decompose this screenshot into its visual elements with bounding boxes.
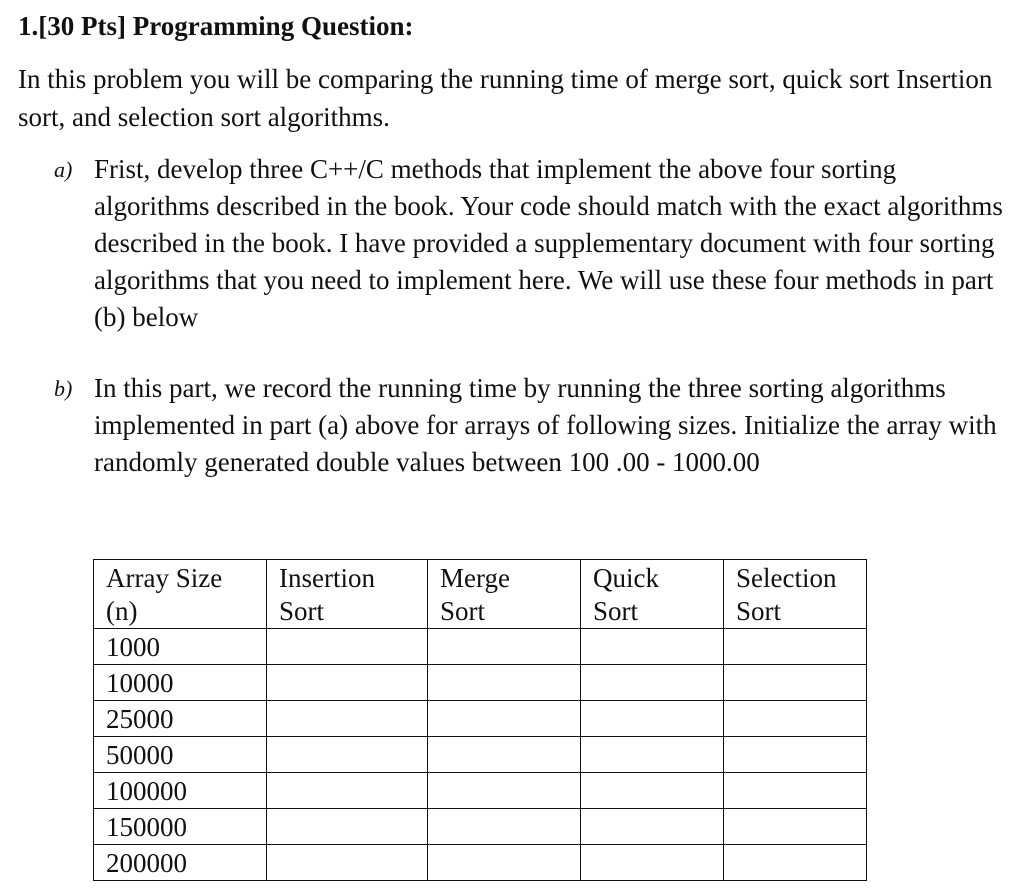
array-size-cell: 100000	[94, 773, 267, 809]
header-line: Sort	[593, 596, 639, 626]
header-line: Insertion	[279, 563, 375, 593]
header-line: Quick	[593, 563, 659, 593]
table-row	[94, 737, 867, 773]
table-row	[94, 773, 867, 809]
merge-sort-cell	[428, 809, 581, 845]
insertion-sort-cell	[267, 737, 428, 773]
insertion-sort-cell	[267, 845, 428, 881]
array-size-cell: 150000	[94, 809, 267, 845]
merge-sort-cell	[428, 701, 581, 737]
header-line: Selection	[736, 563, 837, 593]
header-array-size	[94, 560, 267, 629]
part-b-marker: b)	[54, 376, 73, 401]
part-b	[54, 370, 1014, 481]
selection-sort-cell	[724, 737, 867, 773]
insertion-sort-cell	[267, 773, 428, 809]
running-time-table	[93, 559, 867, 881]
header-quick-sort	[581, 560, 724, 629]
header-merge-sort	[428, 560, 581, 629]
insertion-sort-cell	[267, 809, 428, 845]
quick-sort-cell	[581, 737, 724, 773]
selection-sort-cell	[724, 845, 867, 881]
table-row	[94, 629, 867, 665]
merge-sort-cell	[428, 737, 581, 773]
selection-sort-cell	[724, 701, 867, 737]
header-line: Sort	[736, 596, 782, 626]
array-size-cell: 50000	[94, 737, 267, 773]
header-line: (n)	[106, 596, 138, 626]
selection-sort-cell	[724, 629, 867, 665]
insertion-sort-cell	[267, 665, 428, 701]
insertion-sort-cell	[267, 701, 428, 737]
part-a-marker: a)	[54, 157, 73, 182]
insertion-sort-cell	[267, 629, 428, 665]
array-size-cell: 25000	[94, 701, 267, 737]
quick-sort-cell	[581, 701, 724, 737]
table-row	[94, 701, 867, 737]
table-row	[94, 845, 867, 881]
array-size-cell: 1000	[94, 629, 267, 665]
table-row	[94, 665, 867, 701]
part-a	[54, 151, 1014, 336]
array-size-cell: 10000	[94, 665, 267, 701]
merge-sort-cell	[428, 629, 581, 665]
quick-sort-cell	[581, 845, 724, 881]
header-line: Sort	[440, 596, 486, 626]
quick-sort-cell	[581, 809, 724, 845]
array-size-cell: 200000	[94, 845, 267, 881]
selection-sort-cell	[724, 809, 867, 845]
table-row	[94, 809, 867, 845]
header-line: Array Size	[106, 563, 223, 593]
question-heading: 1.[30 Pts] Programming Question:	[18, 11, 414, 41]
selection-sort-cell	[724, 773, 867, 809]
quick-sort-cell	[581, 773, 724, 809]
header-line: Sort	[279, 596, 325, 626]
part-a-text: Frist, develop three C++/C methods that implement the above four sorting algorithms described in the book. Your code should match with the exact algorithms described in the book. I have provided a supplementary document with four sorting algorithms that you need to implement here. We will use these four methods in part (b) below	[94, 154, 1003, 332]
merge-sort-cell	[428, 665, 581, 701]
header-insertion-sort	[267, 560, 428, 629]
question-intro: In this problem you will be comparing the running time of merge sort, quick sort Insertion sort, and selection sort algorithms.	[18, 64, 993, 132]
table-header-row	[94, 560, 867, 629]
quick-sort-cell	[581, 665, 724, 701]
part-b-text: In this part, we record the running time by running the three sorting algorithms implemented in part (a) above for arrays of following sizes. Initialize the array with randomly generated double values between 100 .00 - 1000.00	[94, 373, 997, 477]
header-line: Merge	[440, 563, 510, 593]
merge-sort-cell	[428, 773, 581, 809]
merge-sort-cell	[428, 845, 581, 881]
selection-sort-cell	[724, 665, 867, 701]
header-selection-sort	[724, 560, 867, 629]
quick-sort-cell	[581, 629, 724, 665]
